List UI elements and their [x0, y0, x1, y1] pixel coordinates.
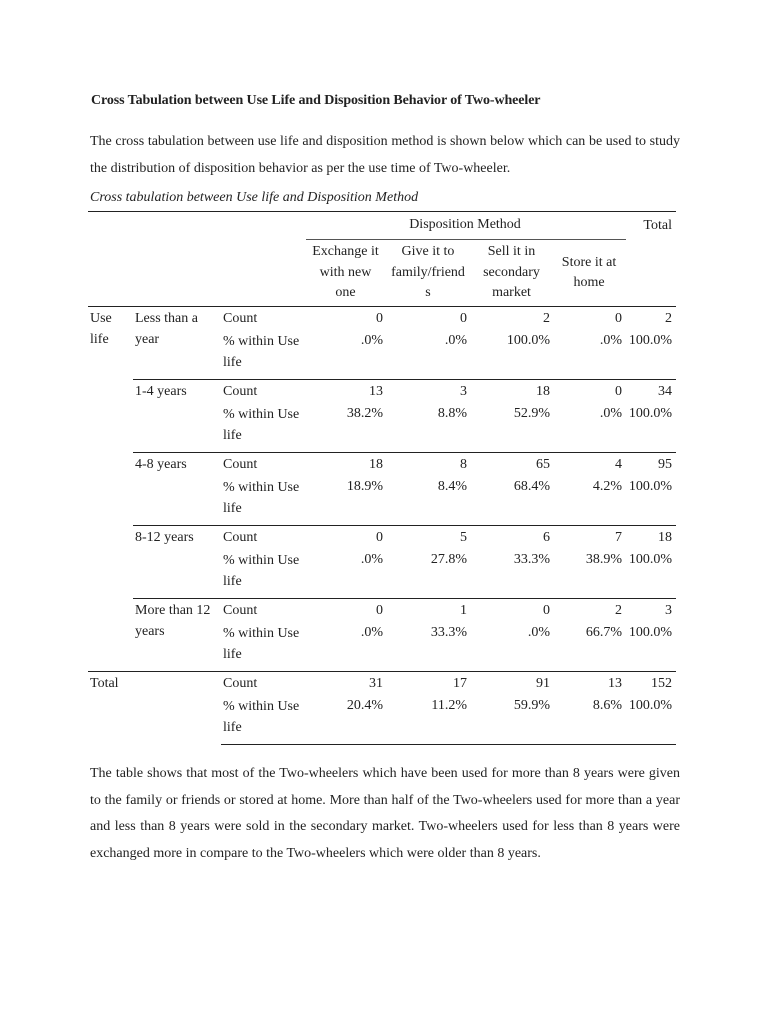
percent-cell: 100.0%: [628, 625, 672, 640]
stat-label: % within Use life: [221, 696, 306, 745]
percent-cell: .0%: [444, 333, 467, 348]
count-cell: 0: [554, 307, 626, 332]
table-row: [88, 307, 676, 332]
count-cell: 0: [471, 599, 554, 624]
column-header: Store it at home: [554, 240, 626, 307]
count-cell: 18: [306, 453, 387, 478]
percent-cell: 11.2%: [387, 696, 471, 745]
count-cell: 13: [306, 380, 387, 405]
column-header: Exchange it with new one: [306, 240, 387, 307]
row-label: 4-8 years: [133, 453, 221, 526]
total-label: Total: [88, 672, 221, 745]
stat-label: % within Use life: [223, 480, 300, 516]
count-cell: 5: [387, 526, 471, 551]
count-cell: 3: [626, 599, 676, 624]
row-label: 8-12 years: [133, 526, 221, 599]
percent-cell: .0%: [360, 625, 383, 640]
count-cell: 95: [626, 453, 676, 478]
row-label: More than 12 years: [133, 599, 221, 672]
column-header: Give it to family/friend s: [387, 240, 471, 307]
count-cell: 18: [471, 380, 554, 405]
count-cell: 4: [554, 453, 626, 478]
total-row: [88, 672, 676, 697]
table-row: [88, 380, 676, 405]
row-label: 1-4 years: [133, 380, 221, 453]
stat-label: Count: [221, 307, 306, 332]
count-cell: 18: [626, 526, 676, 551]
stat-label: Count: [221, 599, 306, 624]
count-cell: 6: [471, 526, 554, 551]
count-cell: 31: [306, 672, 387, 697]
count-cell: 65: [471, 453, 554, 478]
percent-cell: 100.0%: [628, 479, 672, 494]
row-label: Less than a year: [133, 307, 221, 380]
table-header-row-1: [88, 212, 676, 240]
count-cell: 1: [387, 599, 471, 624]
stat-label: Count: [221, 380, 306, 405]
table-caption: Cross tabulation between Use life and Disposition Method: [90, 190, 419, 205]
conclusion-paragraph: The table shows that most of the Two-wheelers which have been used for more than 8 years were given to the family or friends or stored at home. More than half of the Two-wheelers used for more than a year and less than 8 years were sold in the secondary market. Two-wheelers used for less than 8 years were exchanged more in compare to the Two-wheelers which were older than 8 years.: [90, 766, 680, 861]
table-row: [88, 453, 676, 478]
stat-label: Count: [221, 453, 306, 478]
intro-paragraph: The cross tabulation between use life and disposition method is shown below which can be used to study the distribution of disposition behavior as per the use time of Two-wheeler.: [90, 134, 680, 176]
count-cell: 0: [306, 526, 387, 551]
percent-cell: 18.9%: [346, 479, 383, 494]
count-cell: 8: [387, 453, 471, 478]
percent-cell: .0%: [360, 552, 383, 567]
count-cell: 17: [387, 672, 471, 697]
count-cell: 2: [471, 307, 554, 332]
table-header-row-2: [88, 240, 676, 307]
percent-cell: 100.0%: [626, 696, 676, 745]
percent-cell: 27.8%: [430, 552, 467, 567]
percent-cell: .0%: [527, 625, 550, 640]
stat-label: Count: [221, 526, 306, 551]
percent-cell: 68.4%: [513, 479, 550, 494]
percent-cell: 4.2%: [592, 479, 622, 494]
percent-cell: 100.0%: [628, 333, 672, 348]
count-cell: 152: [626, 672, 676, 697]
count-cell: 34: [626, 380, 676, 405]
stat-label: Count: [221, 672, 306, 697]
percent-cell: .0%: [599, 406, 622, 421]
row-group-label: Use life: [90, 311, 112, 347]
column-header: Sell it in secondary market: [471, 240, 554, 307]
percent-cell: 8.6%: [554, 696, 626, 745]
count-cell: 91: [471, 672, 554, 697]
percent-cell: 20.4%: [306, 696, 387, 745]
cross-tabulation-table: [88, 211, 676, 745]
count-cell: 0: [387, 307, 471, 332]
percent-cell: 100.0%: [628, 406, 672, 421]
percent-cell: 38.2%: [346, 406, 383, 421]
percent-cell: 33.3%: [430, 625, 467, 640]
section-heading: Cross Tabulation between Use Life and Disposition Behavior of Two-wheeler: [91, 93, 541, 108]
percent-cell: 52.9%: [513, 406, 550, 421]
count-cell: 7: [554, 526, 626, 551]
count-cell: 0: [306, 307, 387, 332]
total-column-header: Total: [626, 212, 676, 240]
count-cell: 13: [554, 672, 626, 697]
stat-label: % within Use life: [223, 407, 300, 443]
disposition-method-header: Disposition Method: [306, 212, 626, 240]
percent-cell: 8.4%: [437, 479, 467, 494]
percent-cell: 100.0%: [628, 552, 672, 567]
count-cell: 2: [626, 307, 676, 332]
percent-cell: 38.9%: [585, 552, 622, 567]
percent-cell: .0%: [599, 333, 622, 348]
table-row: [88, 599, 676, 624]
count-cell: 0: [306, 599, 387, 624]
count-cell: 0: [554, 380, 626, 405]
percent-cell: .0%: [360, 333, 383, 348]
count-cell: 3: [387, 380, 471, 405]
percent-cell: 8.8%: [437, 406, 467, 421]
percent-cell: 59.9%: [471, 696, 554, 745]
percent-cell: 33.3%: [513, 552, 550, 567]
percent-cell: 100.0%: [506, 333, 550, 348]
percent-cell: 66.7%: [585, 625, 622, 640]
stat-label: % within Use life: [223, 553, 300, 589]
table-row: [88, 526, 676, 551]
count-cell: 2: [554, 599, 626, 624]
stat-label: % within Use life: [223, 334, 300, 370]
stat-label: % within Use life: [223, 626, 300, 662]
